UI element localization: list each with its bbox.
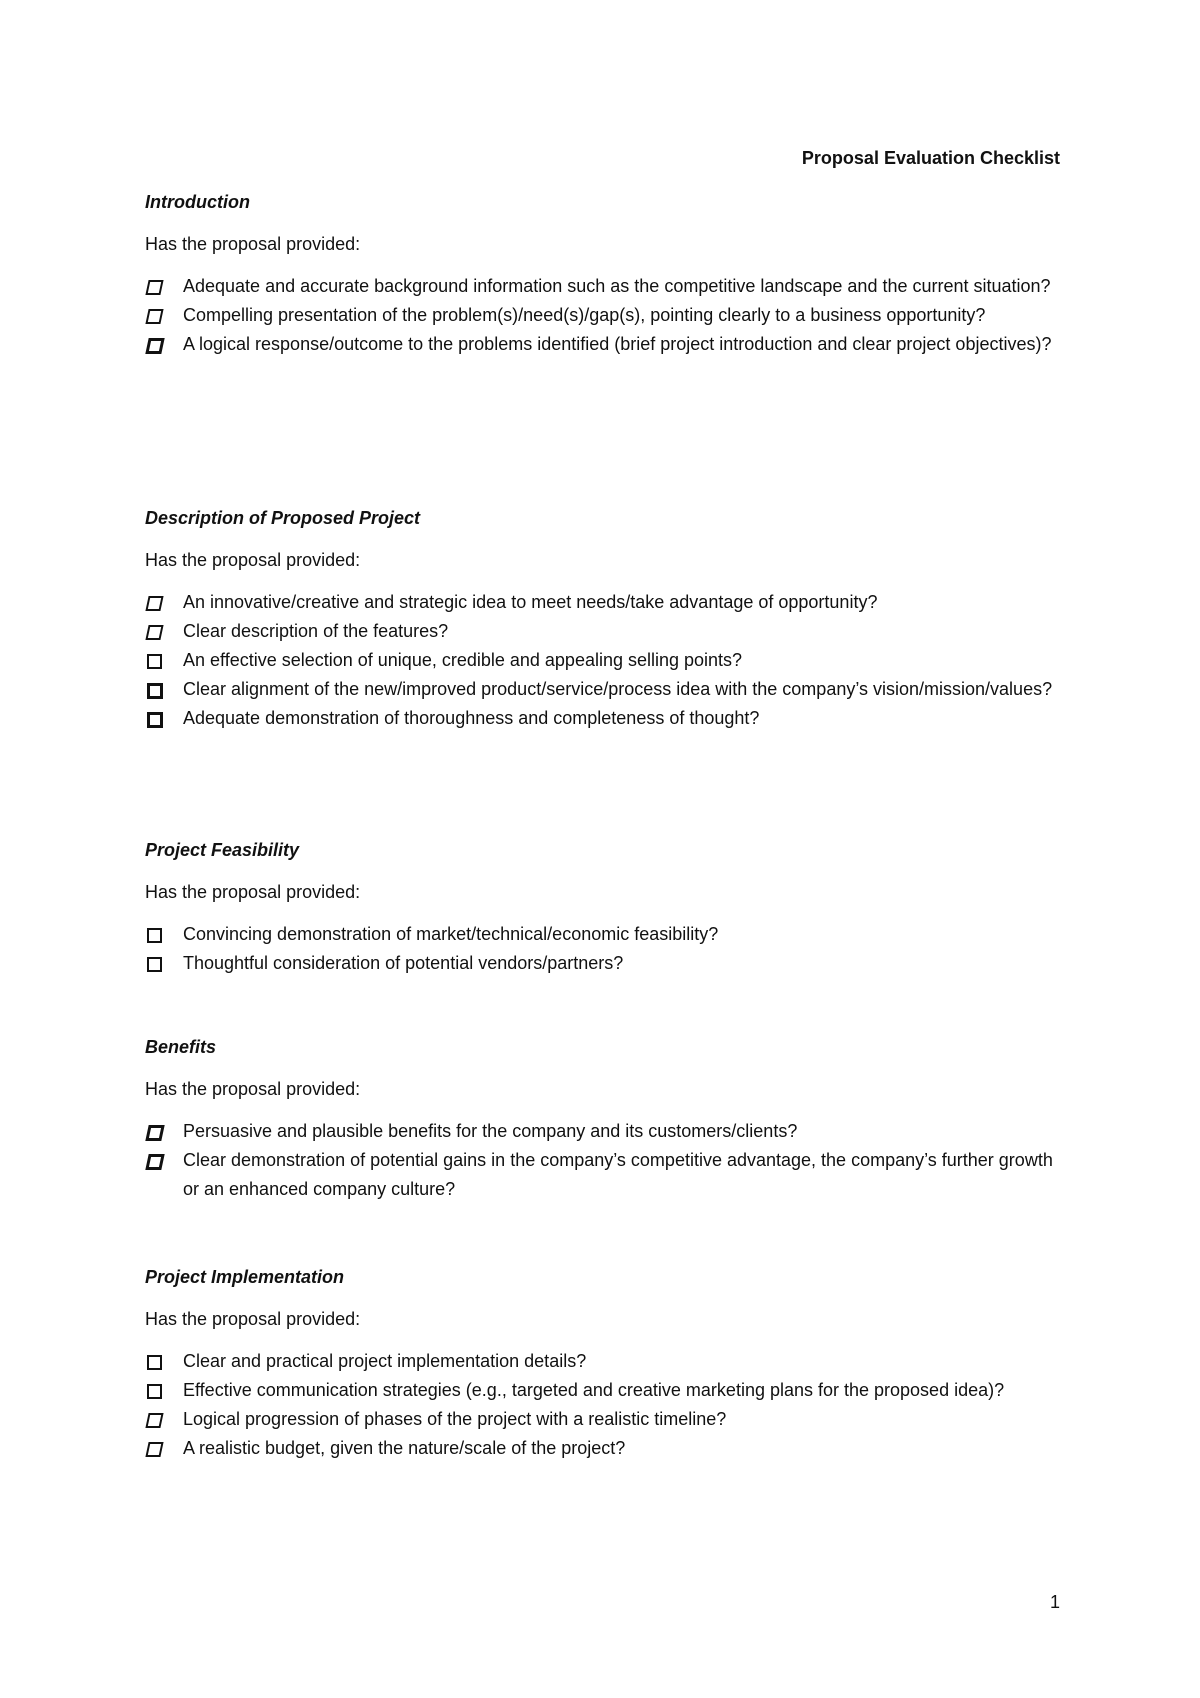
checkbox-icon[interactable] [147, 712, 163, 728]
checklist-item [145, 1117, 1065, 1146]
checklist [145, 1117, 1065, 1204]
checklist-item [145, 675, 1065, 704]
checkbox-icon[interactable] [147, 654, 162, 669]
checkbox-icon[interactable] [147, 957, 162, 972]
checkbox-icon[interactable] [145, 280, 163, 295]
checkbox-icon[interactable] [145, 596, 163, 611]
checklist-item-text: Adequate demonstration of thoroughness and completeness of thought? [183, 708, 760, 728]
checklist-item-text: Logical progression of phases of the project with a realistic timeline? [183, 1409, 727, 1429]
checklist-item-text: A realistic budget, given the nature/scale of the project? [183, 1438, 626, 1458]
checkbox-icon[interactable] [147, 1384, 162, 1399]
checkbox-icon[interactable] [145, 1413, 163, 1428]
section-lead: Has the proposal provided: [145, 550, 361, 570]
checklist-item [145, 272, 1065, 301]
checkbox-icon[interactable] [145, 1442, 163, 1457]
checklist-item-text: A logical response/outcome to the problems identified (brief project introduction and clear project objectives)? [183, 334, 1052, 354]
section-heading: Introduction [145, 192, 250, 212]
checklist-item [145, 949, 1065, 978]
checklist-item-text: Thoughtful consideration of potential vendors/partners? [183, 953, 624, 973]
checklist-item [145, 1434, 1065, 1463]
checklist-item-text: An innovative/creative and strategic idea to meet needs/take advantage of opportunity? [183, 592, 878, 612]
checklist-item-text: Compelling presentation of the problem(s)/need(s)/gap(s), pointing clearly to a business opportunity? [183, 305, 986, 325]
checklist-item-text: Effective communication strategies (e.g., targeted and creative marketing plans for the proposed idea)? [183, 1380, 1005, 1400]
checklist-item-text: Persuasive and plausible benefits for the company and its customers/clients? [183, 1121, 798, 1141]
checklist-item [145, 617, 1065, 646]
checklist-item [145, 920, 1065, 949]
section-heading: Project Feasibility [145, 840, 300, 860]
section-heading: Project Implementation [145, 1267, 345, 1287]
section-lead: Has the proposal provided: [145, 1079, 361, 1099]
section-feasibility [145, 838, 1065, 978]
document-title: Proposal Evaluation Checklist [801, 148, 1060, 168]
section-lead: Has the proposal provided: [145, 234, 361, 254]
section-implementation [145, 1265, 1065, 1463]
checklist [145, 588, 1065, 733]
checklist-item-text: Clear demonstration of potential gains in the company’s competitive advantage, the company’s further growth or an enhanced company culture? [183, 1150, 1053, 1199]
section-lead: Has the proposal provided: [145, 1309, 361, 1329]
checkbox-icon[interactable] [145, 309, 163, 324]
checklist-item [145, 704, 1065, 733]
checkbox-icon[interactable] [145, 1125, 164, 1141]
checklist-item-text: Clear and practical project implementation details? [183, 1351, 587, 1371]
checklist [145, 920, 1065, 978]
checklist-item-text: An effective selection of unique, credible and appealing selling points? [183, 650, 743, 670]
checkbox-icon[interactable] [147, 1355, 162, 1370]
section-introduction [145, 190, 1065, 359]
checklist-item [145, 1347, 1065, 1376]
checklist [145, 1347, 1065, 1463]
checklist-item-text: Clear description of the features? [183, 621, 449, 641]
checklist-item [145, 1405, 1065, 1434]
checklist-item-text: Adequate and accurate background information such as the competitive landscape and the current situation? [183, 276, 1051, 296]
checklist-item [145, 588, 1065, 617]
checklist [145, 272, 1065, 359]
section-heading: Benefits [145, 1037, 217, 1057]
checklist-item [145, 1376, 1065, 1405]
checklist-item [145, 646, 1065, 675]
checkbox-icon[interactable] [147, 928, 162, 943]
checkbox-icon[interactable] [145, 338, 164, 354]
checkbox-icon[interactable] [147, 683, 163, 699]
checklist-item [145, 1146, 1065, 1204]
checklist-item-text: Convincing demonstration of market/technical/economic feasibility? [183, 924, 719, 944]
section-description [145, 506, 1065, 733]
section-heading: Description of Proposed Project [145, 508, 421, 528]
checklist-item [145, 330, 1065, 359]
checkbox-icon[interactable] [145, 1154, 164, 1170]
section-lead: Has the proposal provided: [145, 882, 361, 902]
checklist-item-text: Clear alignment of the new/improved product/service/process idea with the company’s vision/mission/values? [183, 679, 1053, 699]
checkbox-icon[interactable] [145, 625, 163, 640]
section-benefits [145, 1035, 1065, 1204]
checklist-item [145, 301, 1065, 330]
page-number: 1 [1049, 1592, 1060, 1612]
